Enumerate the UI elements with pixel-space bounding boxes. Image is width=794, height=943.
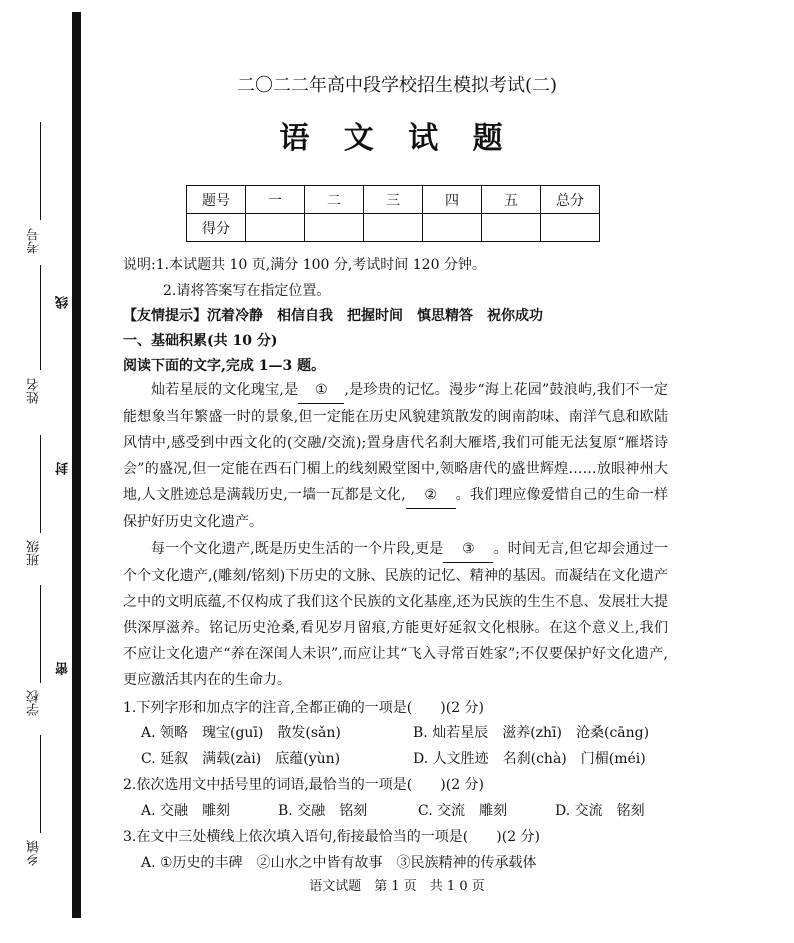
name-line xyxy=(40,265,41,370)
question-3-option-a[interactable]: A. ①历史的丰碑 ②山水之中皆有故事 ③民族精神的传承载体 xyxy=(141,855,537,871)
question-1-option-a[interactable]: A. 领略 瑰宝(guī) 散发(sǎn) xyxy=(141,725,341,741)
passage-text: 灿若星辰的文化瑰宝,是 xyxy=(151,382,299,398)
question-2-option-d[interactable]: D. 交流 铭刻 xyxy=(555,803,645,819)
question-1-option-b[interactable]: B. 灿若星辰 滋养(zhī) 沧桑(cāng) xyxy=(413,725,650,741)
score-table-header-row xyxy=(187,186,600,214)
passage-text: 每一个文化遗产,既是历史生活的一个片段,更是 xyxy=(151,541,444,557)
seal-line: 线 xyxy=(56,296,71,309)
question-2-option-c[interactable]: C. 交流 雕刻 xyxy=(418,803,508,819)
question-2-option-b[interactable]: B. 交融 铭刻 xyxy=(278,803,368,819)
question-2-option-a[interactable]: A. 交融 雕刻 xyxy=(141,803,231,819)
score-cell: 五 xyxy=(482,186,541,214)
score-cell: 总分 xyxy=(541,186,600,214)
score-input-cell[interactable] xyxy=(305,214,364,242)
score-input-cell[interactable] xyxy=(423,214,482,242)
score-cell: 四 xyxy=(423,186,482,214)
score-cell: 一 xyxy=(246,186,305,214)
passage-paragraph-1 xyxy=(123,377,668,535)
passage-text: 。时间无言,但它却会通过一个个文化遗产,(雕刻/铭刻)下历史的文脉、民族的记忆、精神的基因。而凝结在文化遗产之中的文明底蕴,不仅构成了我们这个民族的文化基座,还为民族的生生不息、发展壮大提供深厚滋养。铭记历史沧桑,看见岁月留痕,方能更好延叙文化根脉。在这个意义上,我们不应让文化遗产“养在深闺人未识”,而应让其“飞入寻常百姓家”;不仅要保护好文化遗产,更应激活其内在的生命力。 xyxy=(123,541,668,688)
friendly-tip: 【友情提示】沉着冷静 相信自我 把握时间 慎思精答 祝你成功 xyxy=(123,308,543,324)
seal-secret: 密 xyxy=(56,662,71,675)
passage-text: ,是珍贵的记忆。漫步“海上花园”鼓浪屿,我们不一定能想象当年繁盛一时的景象,但一定能在历史风貌建筑散发的闽南韵味、南洋气息和欧陆风情中,感受到中西文化的(交融/交流);置身唐代名刹大雁塔,我们可能无法复原“雁塔诗会”的盛况,但一定能在西石门楣上的线刻殿堂图中,领略唐代的盛世辉煌……放眼神州大地,人文胜迹总是满载历史,一墙一瓦都是文化, xyxy=(123,382,669,503)
score-input-cell[interactable] xyxy=(364,214,423,242)
question-2-stem: 2.依次选用文中括号里的词语,最恰当的一项是( )(2 分) xyxy=(123,777,485,793)
blank-2: ② xyxy=(406,482,456,509)
exam-header: 二〇二二年高中段学校招生模拟考试(二) xyxy=(236,75,558,96)
question-1-option-c[interactable]: C. 延叙 满载(zài) 底蕴(yùn) xyxy=(141,751,341,767)
label-exam-number: 考号 xyxy=(27,228,42,254)
score-table-score-row xyxy=(187,214,600,242)
class-line xyxy=(40,435,41,533)
label-township: 乡镇 xyxy=(27,840,42,866)
score-cell: 题号 xyxy=(187,186,246,214)
label-school: 学校 xyxy=(27,690,42,716)
township-line xyxy=(40,735,41,833)
score-cell: 二 xyxy=(305,186,364,214)
passage-paragraph-2 xyxy=(123,536,668,693)
instructions-line-2: 2.请将答案写在指定位置。 xyxy=(163,283,331,299)
label-name: 姓名 xyxy=(27,378,42,404)
question-3-stem: 3.在文中三处横线上依次填入语句,衔接最恰当的一项是( )(2 分) xyxy=(123,829,541,845)
school-line xyxy=(40,585,41,683)
score-cell: 得分 xyxy=(187,214,246,242)
question-1-option-d[interactable]: D. 人文胜迹 名刹(chà) 门楣(méi) xyxy=(413,751,646,767)
score-cell: 三 xyxy=(364,186,423,214)
exam-title: 语 文 试 题 xyxy=(279,121,515,156)
score-table xyxy=(186,185,600,242)
instructions-line-1: 说明:1.本试题共 10 页,满分 100 分,考试时间 120 分钟。 xyxy=(123,257,486,273)
question-1-stem: 1.下列字形和加点字的注音,全都正确的一项是( )(2 分) xyxy=(123,700,485,716)
label-class: 班级 xyxy=(27,540,42,566)
blank-1: ① xyxy=(298,377,344,404)
page-footer: 语文试题 第 1 页 共 1 0 页 xyxy=(309,879,485,894)
seal-seal: 封 xyxy=(56,462,71,475)
score-input-cell[interactable] xyxy=(246,214,305,242)
score-input-cell[interactable] xyxy=(482,214,541,242)
score-input-cell[interactable] xyxy=(541,214,600,242)
section1-heading: 一、基础积累(共 10 分) xyxy=(123,333,278,349)
blank-3: ③ xyxy=(443,536,493,563)
passage-text: 。我们理应像爱惜自己的生命一样保护好历史文化遗产。 xyxy=(123,487,668,530)
read-prompt: 阅读下面的文字,完成 1—3 题。 xyxy=(123,358,326,374)
